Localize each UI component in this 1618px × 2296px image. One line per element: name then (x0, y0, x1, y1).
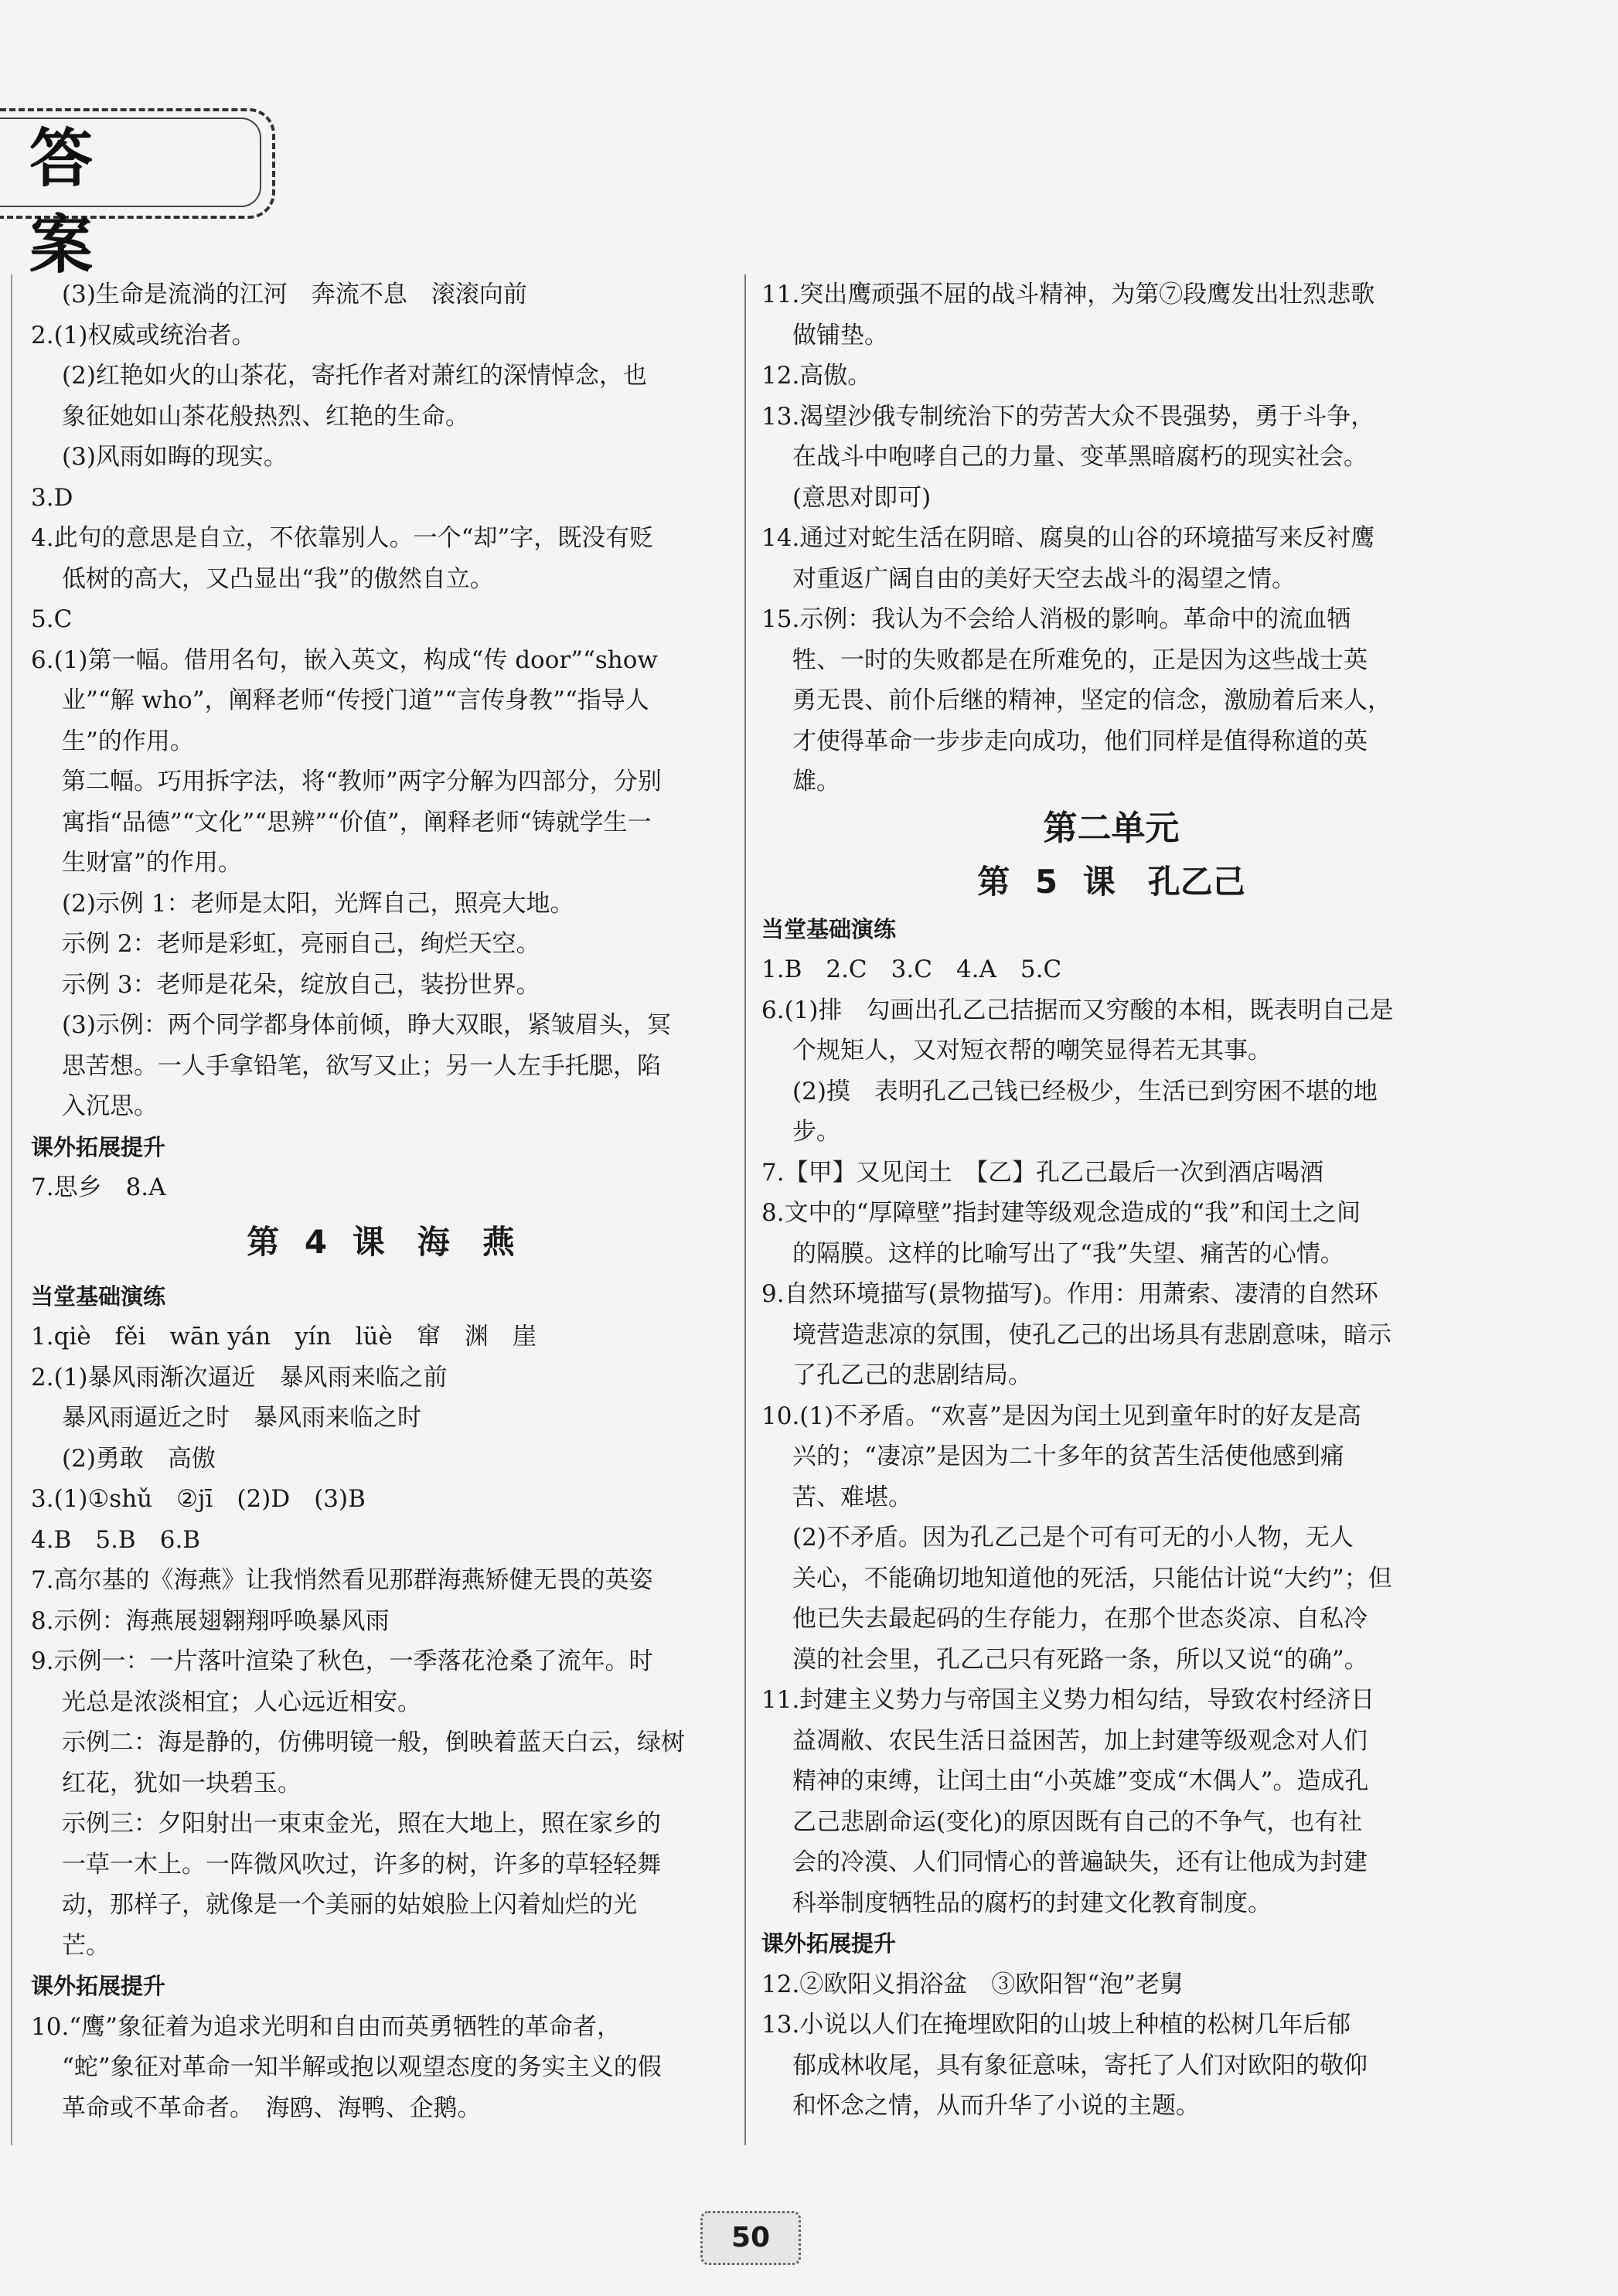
answer-line: 益凋敝、农民生活日益困苦，加上封建等级观念对人们 (792, 1726, 1368, 1755)
answer-line: 思苦想。一人手拿铅笔，欲写又止；另一人左手托腮，陷 (62, 1051, 661, 1080)
answer-line: 乙己悲剧命运(变化)的原因既有自己的不争气，也有社 (792, 1807, 1363, 1836)
answer-line: 7.高尔基的《海燕》让我悄然看见那群海燕矫健无畏的英姿 (31, 1566, 653, 1594)
answer-line: 第二幅。巧用拆字法，将“教师”两字分解为四部分，分别 (62, 768, 662, 795)
left-column (31, 274, 731, 2128)
answer-line: 的隔膜。这样的比喻写出了“我”失望、痛苦的心情。 (792, 1239, 1344, 1268)
answer-line: 生”的作用。 (62, 727, 194, 755)
answer-line: 勇无畏、前仆后继的精神，坚定的信念，激励着后来人， (792, 686, 1391, 714)
answer-line: 8.示例：海燕展翅翱翔呼唤暴风雨 (31, 1606, 390, 1635)
answer-line: 红花，犹如一块碧玉。 (62, 1769, 301, 1797)
answer-line: 会的冷漠、人们同情心的普遍缺失，还有让他成为封建 (792, 1848, 1368, 1876)
answer-line: 苦、难堪。 (792, 1483, 912, 1511)
answer-line: (2)示例 1：老师是太阳，光辉自己，照亮大地。 (62, 889, 574, 918)
answer-line: 暴风雨逼近之时 暴风雨来临之时 (62, 1404, 421, 1432)
answer-line: 9.自然环境描写(景物描写)。作用：用萧索、凄清的自然环 (761, 1280, 1378, 1308)
answer-line: (2)摸 表明孔乙己钱已经极少，生活已到穷困不堪的地 (792, 1077, 1378, 1105)
answer-line: 个规矩人，又对短衣帮的嘲笑显得若无其事。 (792, 1037, 1272, 1065)
answer-line: 在战斗中咆哮自己的力量、变革黑暗腐朽的现实社会。 (792, 443, 1368, 471)
answer-line: 才使得革命一步步走向成功，他们同样是值得称道的英 (792, 727, 1368, 755)
answer-line: 8.文中的“厚障壁”指封建等级观念造成的“我”和闰土之间 (761, 1199, 1361, 1227)
answer-line: (2)不矛盾。因为孔乙己是个可有可无的小人物，无人 (792, 1524, 1354, 1552)
answer-line: 步。 (792, 1118, 840, 1146)
answer-line: 6.(1)排 勾画出孔乙己拮据而又穷酸的本相，既表明自己是 (761, 996, 1394, 1024)
answer-line: 光总是浓淡相宜；人心远近相安。 (62, 1688, 421, 1716)
answer-line: (3)生命是流淌的江河 奔流不息 滚滚向前 (62, 281, 527, 308)
answer-line: 6.(1)第一幅。借用名句，嵌入英文，构成“传 door”“show (31, 646, 658, 674)
answer-line: 一草一木上。一阵微风吹过，许多的树，许多的草轻轻舞 (62, 1850, 661, 1879)
section-heading: 课外拓展提升 (761, 1930, 897, 1957)
answer-line: 13.小说以人们在掩埋欧阳的山坡上种植的松树几年后郁 (761, 2011, 1351, 2039)
answer-line: 郁成林收尾，具有象征意味，寄托了人们对欧阳的敬仰 (792, 2051, 1368, 2080)
answer-line: 2.(1)权威或统治者。 (31, 321, 256, 349)
answer-line: 了孔乙己的悲剧结局。 (792, 1361, 1032, 1389)
answer-line: 境营造悲凉的氛围，使孔乙己的出场具有悲剧意味，暗示 (792, 1320, 1391, 1349)
answer-line: (2)红艳如火的山茶花，寄托作者对萧红的深情悼念，也 (62, 362, 647, 390)
section-heading: 课外拓展提升 (31, 1973, 166, 1999)
answer-line: 科举制度牺牲品的腐朽的封建文化教育制度。 (792, 1889, 1272, 1917)
answer-line: 9.示例一：一片落叶渲染了秋色，一季落花沧桑了流年。时 (31, 1647, 653, 1675)
answer-line: 11.突出鹰顽强不屈的战斗精神，为第⑦段鹰发出壮烈悲歌 (761, 281, 1375, 308)
answers-block-r1 (761, 274, 1461, 802)
answer-line: 示例 2：老师是彩虹，亮丽自己，绚烂天空。 (62, 930, 540, 958)
left-margin-rule (11, 274, 12, 2145)
answer-line: 兴的；“凄凉”是因为二十多年的贫苦生活使他感到痛 (792, 1443, 1344, 1470)
answer-line: 关心，不能确切地知道他的死活，只能估计说“大约”；但 (792, 1564, 1392, 1593)
answer-line: 漠的社会里，孔乙己只有死路一条，所以又说“的确”。 (792, 1645, 1368, 1674)
column-divider (744, 274, 746, 2145)
answers-block-1 (31, 274, 731, 1127)
answer-line: 13.渴望沙俄专制统治下的劳苦大众不畏强势，勇于斗争， (761, 402, 1375, 431)
answer-line: 精神的束缚，让闰土由“小英雄”变成“木偶人”。造成孔 (792, 1767, 1369, 1795)
answer-line: 动，那样子，就像是一个美丽的姑娘脸上闪着灿烂的光 (62, 1891, 637, 1919)
answer-line: 芒。 (62, 1931, 110, 1960)
answers-block-r3 (761, 1964, 1461, 2127)
right-column (761, 274, 1461, 2127)
answer-line: 雄。 (792, 768, 840, 795)
answer-line: 革命或不革命者。 海鸥、海鸭、企鹅。 (62, 2093, 482, 2122)
answer-line: 入沉思。 (62, 1092, 158, 1120)
answer-line: 10.“鹰”象征着为追求光明和自由而英勇牺牲的革命者， (31, 2012, 621, 2041)
unit-title: 第二单元 (1043, 808, 1180, 848)
answer-line: 1.B 2.C 3.C 4.A 5.C (761, 956, 1062, 983)
page-title: 答 案 (29, 122, 123, 282)
answer-line: (2)勇敢 高傲 (62, 1444, 216, 1473)
answers-block-4 (31, 2007, 731, 2129)
answer-line: 2.(1)暴风雨渐次逼近 暴风雨来临之前 (31, 1363, 448, 1392)
answer-line: 14.通过对蛇生活在阴暗、腐臭的山谷的环境描写来反衬鹰 (761, 524, 1375, 552)
answer-line: 示例三：夕阳射出一束束金光，照在大地上，照在家乡的 (62, 1810, 661, 1838)
answer-line: 做铺垫。 (792, 321, 888, 349)
answer-line: 3.D (31, 483, 73, 512)
answer-line: 11.封建主义势力与帝国主义势力相勾结，导致农村经济日 (761, 1686, 1375, 1714)
answers-block-r2 (761, 949, 1461, 1923)
lesson-title: 第 5 课 孔乙己 (977, 862, 1245, 901)
answer-line: 牲、一时的失败都是在所难免的，正是因为这些战士英 (792, 646, 1368, 674)
answer-line: 示例二：海是静的，仿佛明镜一般，倒映着蓝天白云，绿树 (62, 1729, 685, 1756)
answer-line: 5.C (31, 605, 73, 633)
answer-line: (意思对即可) (792, 483, 932, 512)
answer-line: 低树的高大，又凸显出“我”的傲然自立。 (62, 564, 494, 593)
page-number: 50 (700, 2211, 801, 2265)
answer-line: 他已失去最起码的生存能力，在那个世态炎凉、自私冷 (792, 1605, 1368, 1633)
answer-line: 12.高傲。 (761, 362, 872, 390)
answer-line: 4.B 5.B 6.B (31, 1525, 201, 1554)
answer-line: 7.【甲】又见闰土 【乙】孔乙己最后一次到酒店喝酒 (761, 1158, 1324, 1187)
answer-line: 4.此句的意思是自立，不依靠别人。一个“却”字，既没有贬 (31, 524, 654, 552)
answers-block-3 (31, 1317, 731, 1966)
answer-line: 对重返广阔自由的美好天空去战斗的渴望之情。 (792, 564, 1296, 593)
answer-line: 15.示例：我认为不会给人消极的影响。革命中的流血牺 (761, 605, 1351, 633)
answer-line: 示例 3：老师是花朵，绽放自己，装扮世界。 (62, 970, 540, 999)
answer-line: “蛇”象征对革命一知半解或抱以观望态度的务实主义的假 (62, 2053, 662, 2081)
section-heading: 课外拓展提升 (31, 1133, 166, 1160)
answer-line: 和怀念之情，从而升华了小说的主题。 (792, 2092, 1200, 2120)
answer-line: 业”“解 who”，阐释老师“传授门道”“言传身教”“指导人 (62, 686, 649, 714)
answer-line: 7.思乡 8.A (31, 1174, 166, 1201)
lesson-title: 第 4 课 海 燕 (247, 1222, 515, 1261)
answer-line: 3.(1)①shǔ ②jī (2)D (3)B (31, 1485, 366, 1513)
section-heading: 当堂基础演练 (761, 915, 897, 942)
answer-line: 1.qiè fěi wān yán yín lüè 窜 渊 崖 (31, 1323, 536, 1351)
answer-line: (3)风雨如晦的现实。 (62, 443, 288, 471)
answer-line: 12.②欧阳义捐浴盆 ③欧阳智“泡”老舅 (761, 1970, 1184, 1998)
answer-line: 象征她如山茶花般热烈、红艳的生命。 (62, 402, 469, 431)
answer-line: 生财富”的作用。 (62, 849, 242, 877)
answer-line: 10.(1)不矛盾。“欢喜”是因为闰土见到童年时的好友是高 (761, 1402, 1361, 1430)
section-heading: 当堂基础演练 (31, 1283, 166, 1310)
answer-line: 寓指“品德”“文化”“思辨”“价值”，阐释老师“铸就学生一 (62, 808, 652, 836)
answer-line: (3)示例：两个同学都身体前倾，睁大双眼，紧皱眉头，冥 (62, 1011, 671, 1039)
